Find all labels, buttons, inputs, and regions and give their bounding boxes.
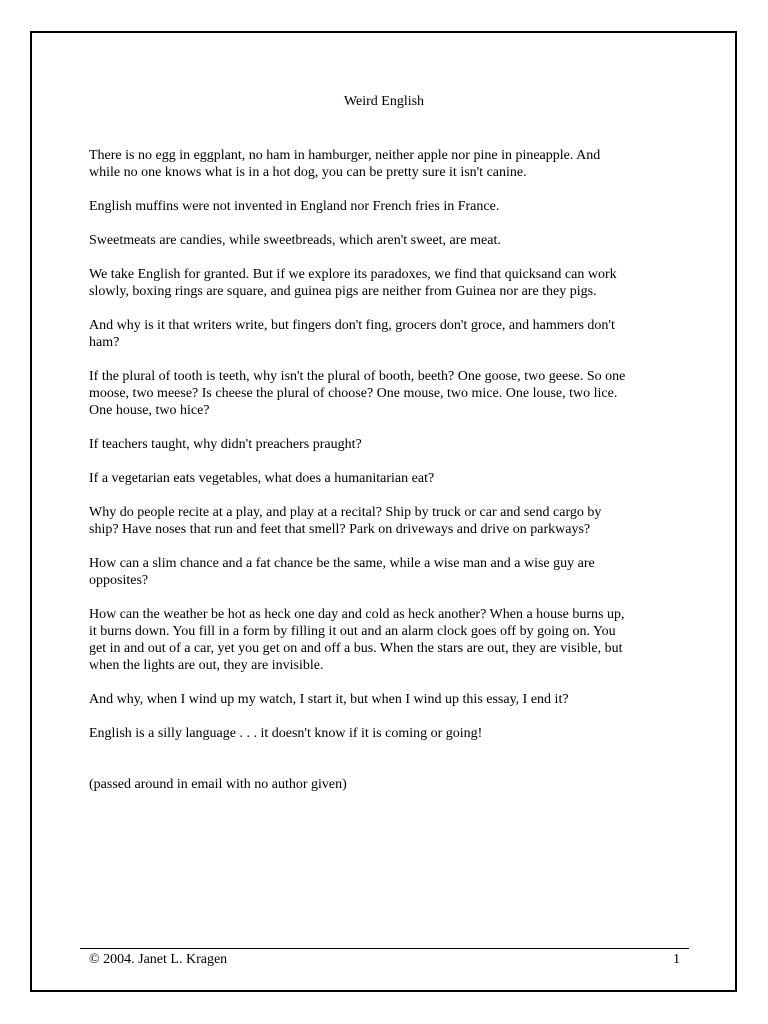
- paragraph: We take English for granted. But if we explore its paradoxes, we find that quicksand can work slowly, boxing rings are square, and guinea pigs are neither from Guinea nor are they pigs.: [89, 267, 617, 299]
- document-title: Weird English: [343, 94, 425, 109]
- page-number: 1: [673, 952, 680, 967]
- paragraph: There is no egg in eggplant, no ham in hamburger, neither apple nor pine in pineapple. And while no one knows what is in a hot dog, you can be pretty sure it isn't canine.: [89, 148, 601, 180]
- paragraph: How can a slim chance and a fat chance be the same, while a wise man and a wise guy are opposites?: [89, 556, 595, 588]
- paragraph: And why is it that writers write, but fingers don't fing, grocers don't groce, and hammers don't ham?: [89, 318, 615, 350]
- document-body: [89, 147, 679, 810]
- footer-divider: [80, 948, 689, 949]
- paragraph: Sweetmeats are candies, while sweetbreads, which aren't sweet, are meat.: [89, 233, 501, 248]
- paragraph: And why, when I wind up my watch, I start it, but when I wind up this essay, I end it?: [89, 692, 569, 707]
- paragraph: Why do people recite at a play, and play at a recital? Ship by truck or car and send cargo by ship? Have noses that run and feet that smell? Park on driveways and drive on parkways?: [89, 505, 602, 537]
- attribution: (passed around in email with no author given): [89, 777, 347, 792]
- paragraph: English muffins were not invented in England nor French fries in France.: [89, 199, 500, 214]
- paragraph: How can the weather be hot as heck one day and cold as heck another? When a house burns up, it burns down. You fill in a form by filling it out and an alarm clock goes off by going on. You get in and out of a car, yet you get on and off a bus. When the stars are out, they are visible, but when the lights are out, they are invisible.: [89, 607, 625, 673]
- paragraph: If a vegetarian eats vegetables, what does a humanitarian eat?: [89, 471, 435, 486]
- paragraph: English is a silly language . . . it doesn't know if it is coming or going!: [89, 726, 483, 741]
- footer-copyright: © 2004. Janet L. Kragen: [89, 952, 228, 967]
- paragraph: If teachers taught, why didn't preachers praught?: [89, 437, 362, 452]
- paragraph: If the plural of tooth is teeth, why isn't the plural of booth, beeth? One goose, two geese. So one moose, two meese? Is cheese the plural of choose? One mouse, two mice. One louse, two lice. One house, two hice?: [89, 369, 626, 418]
